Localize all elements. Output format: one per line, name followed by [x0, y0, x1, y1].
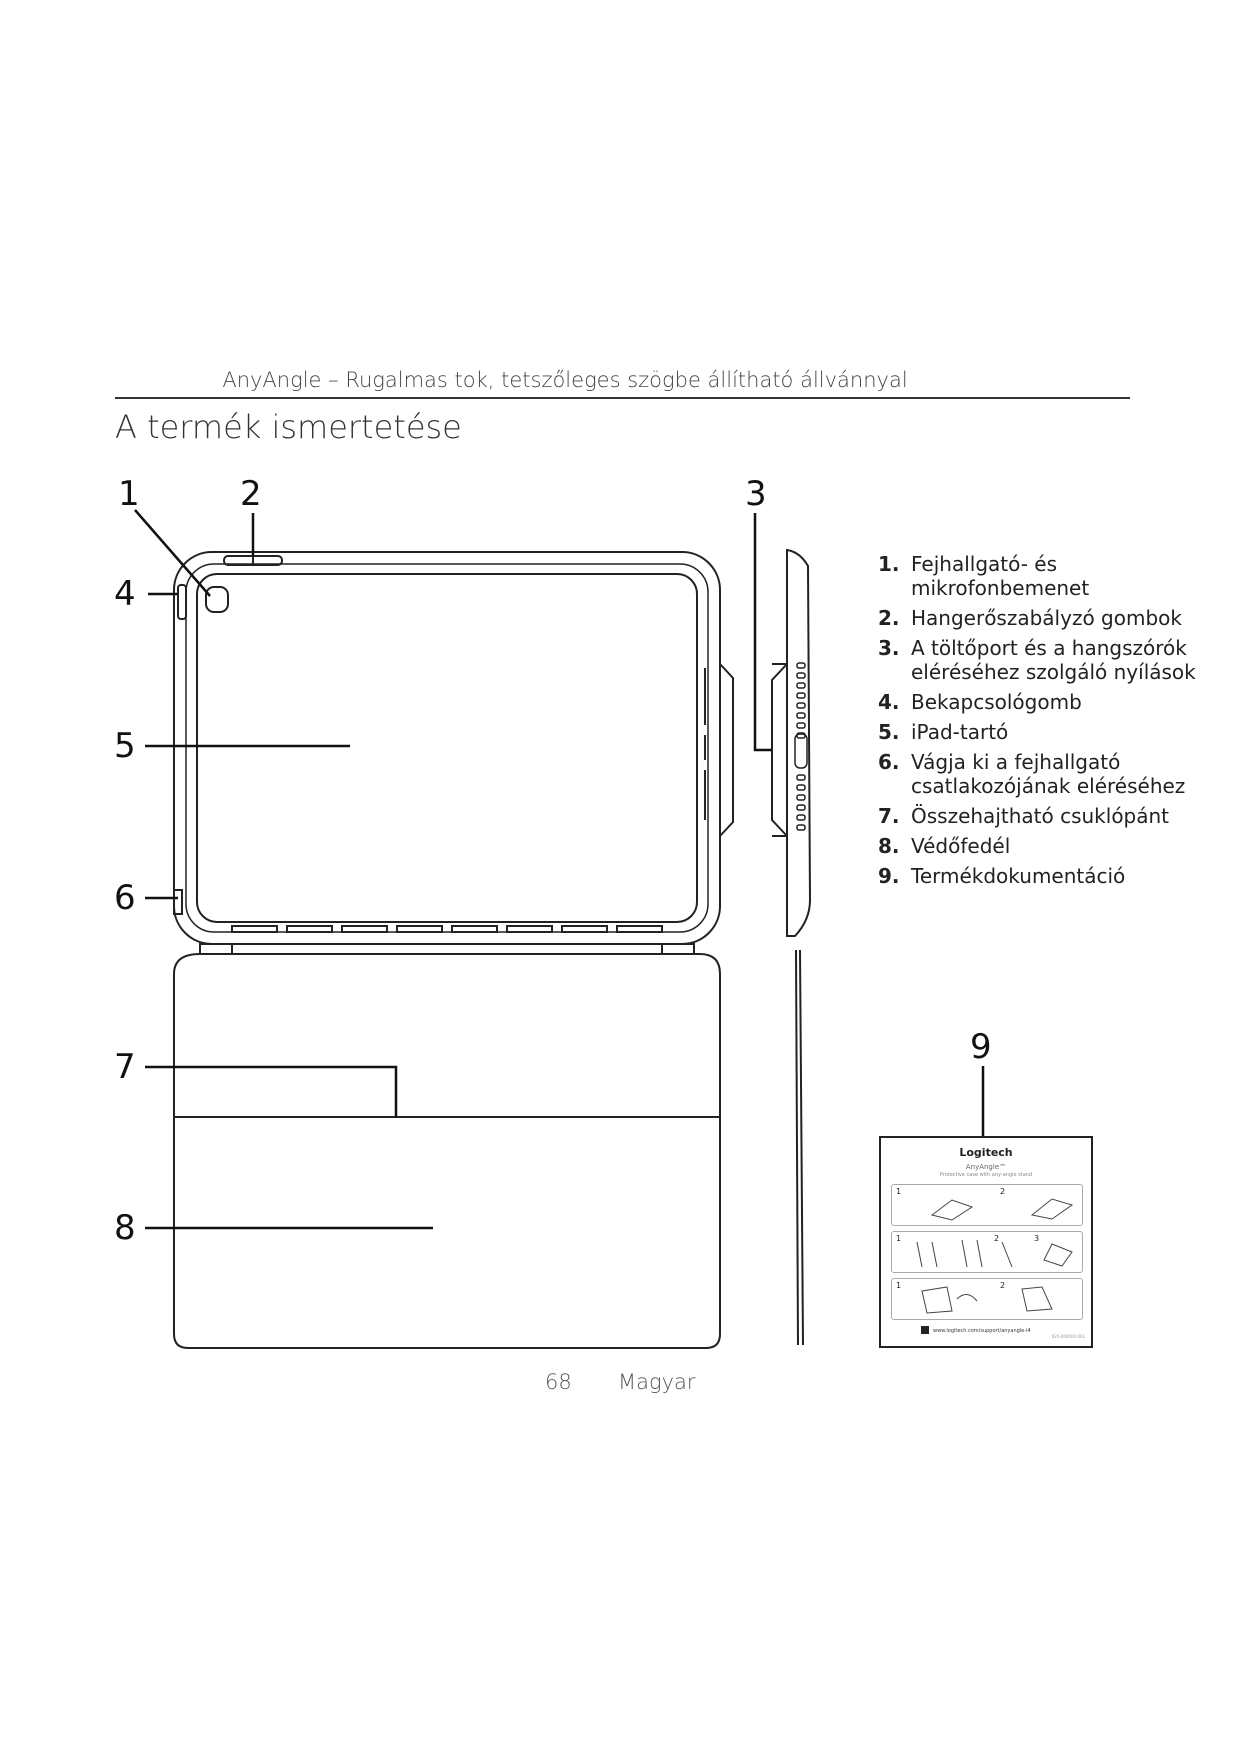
- case-inner: [186, 564, 708, 932]
- page-number: 68: [545, 1370, 572, 1394]
- product-documentation-thumbnail: [879, 1136, 1093, 1348]
- section-title: A termék ismertetése: [115, 408, 462, 446]
- callout-7: 7: [114, 1047, 136, 1087]
- callout-4: 4: [114, 574, 136, 614]
- logitech-logo: Logitech: [959, 1146, 1013, 1159]
- cover-outline: [174, 954, 720, 1348]
- ipad-holder: [197, 574, 697, 922]
- doc-panel-illustration: [892, 1185, 1082, 1225]
- leader-7: [145, 1067, 396, 1117]
- charging-port: [795, 734, 807, 768]
- leader-1: [135, 510, 210, 596]
- legend-item: 8. Védőfedél: [878, 834, 1011, 858]
- doc-subtitle: Protective case with any-angle stand: [939, 1172, 1033, 1178]
- callout-2: 2: [240, 474, 262, 514]
- legend-item: 1. Fejhallgató- és mikrofonbemenet: [878, 552, 1090, 600]
- doc-code: 620-000000.002: [1051, 1334, 1085, 1339]
- legend-item: 2. Hangerőszabályzó gombok: [878, 606, 1182, 630]
- legend-list: [878, 552, 1218, 894]
- doc-url: www.logitech.com/support/anyangle-i4: [933, 1328, 1031, 1334]
- legend-item: 4. Bekapcsológomb: [878, 690, 1082, 714]
- callout-1: 1: [118, 474, 140, 514]
- doc-panel: 1 2: [891, 1278, 1083, 1320]
- doc-title: AnyAngle™: [965, 1163, 1007, 1171]
- doc-panel-illustration: [892, 1232, 1082, 1272]
- running-header: AnyAngle – Rugalmas tok, tetszőleges szögbe állítható állvánnyal: [222, 368, 908, 392]
- qr-code: [921, 1326, 929, 1334]
- legend-item: 6. Vágja ki a fejhallgató csatlakozójának eléréséhez: [878, 750, 1186, 798]
- legend-item: 5. iPad-tartó: [878, 720, 1009, 744]
- callout-5: 5: [114, 726, 136, 766]
- power-button: [178, 585, 186, 619]
- callout-9: 9: [970, 1027, 992, 1067]
- callout-8: 8: [114, 1208, 136, 1248]
- hinge-tabs: [232, 926, 662, 932]
- legend-item: 3. A töltőport és a hangszórók eléréséhez szolgáló nyílások: [878, 636, 1196, 684]
- headphone-cutout: [206, 587, 228, 612]
- callout-6: 6: [114, 878, 136, 918]
- doc-panel: 1 2 3: [891, 1231, 1083, 1273]
- case-outer: [174, 552, 720, 944]
- doc-panel-illustration: [892, 1279, 1082, 1319]
- leader-3: [755, 513, 772, 750]
- legend-item: 7. Összehajtható csuklópánt: [878, 804, 1170, 828]
- callout-3: 3: [745, 474, 767, 514]
- footer-language: Magyar: [618, 1370, 696, 1394]
- legend-item: 9. Termékdokumentáció: [878, 864, 1126, 888]
- doc-panel: 1 2: [891, 1184, 1083, 1226]
- speaker-holes: [795, 663, 807, 830]
